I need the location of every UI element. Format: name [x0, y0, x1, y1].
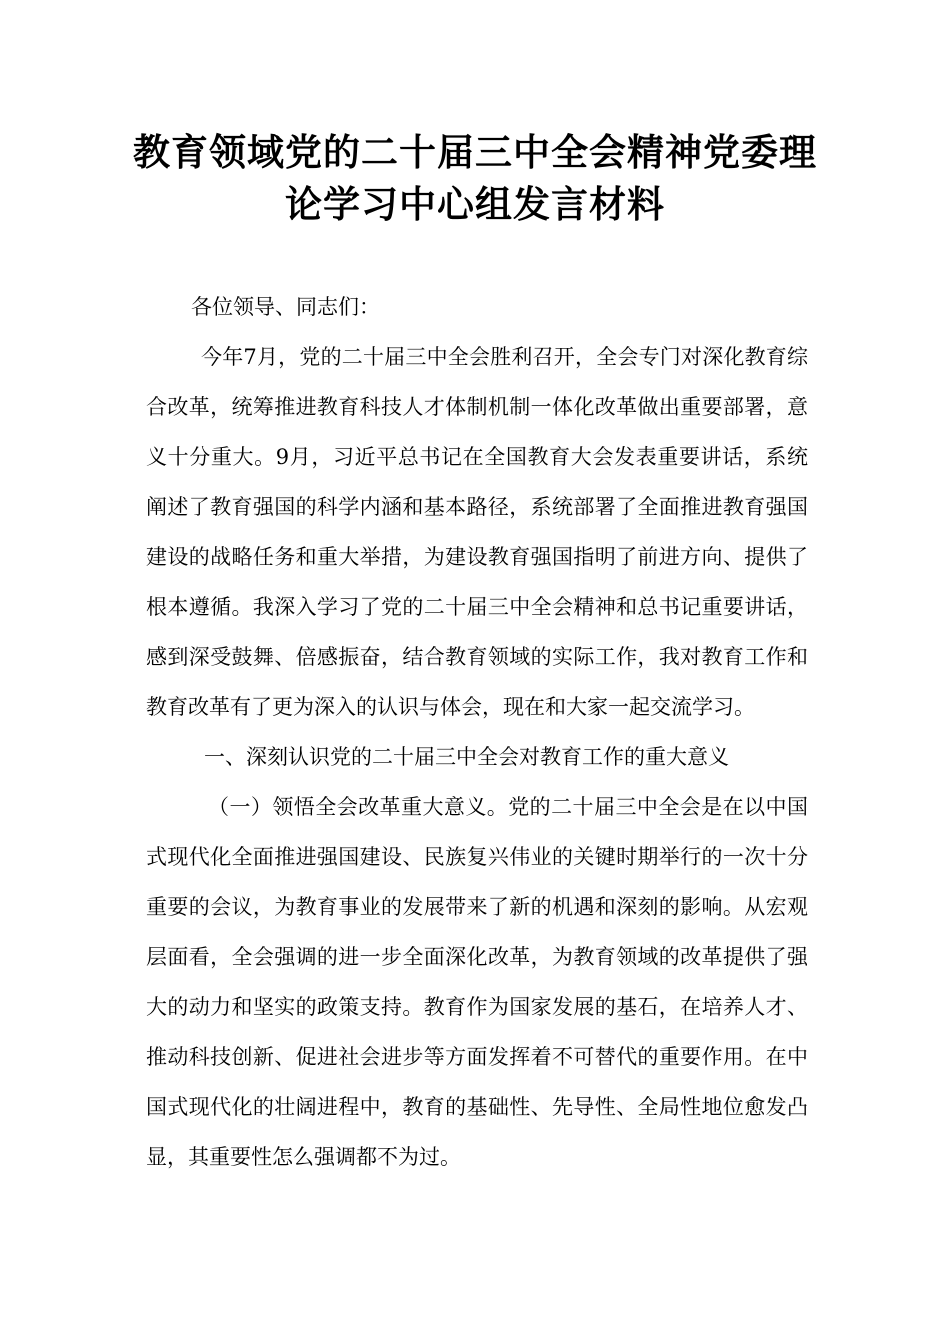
- intro-paragraph: 今年7月，党的二十届三中全会胜利召开，全会专门对深化教育综合改革，统筹推进教育科技人才体制机制一体化改革做出重要部署，意义十分重大。9月，习近平总书记在全国教育大会发表重要讲话，系统阐述了教育强国的科学内涵和基本路径，系统部署了全面推进教育强国建设的战略任务和重大举措，为建设教育强国指明了前进方向、提供了根本遵循。我深入学习了党的二十届三中全会精神和总书记重要讲话，感到深受鼓舞、倍感振奋，结合教育领域的实际工作，我对教育工作和教育改革有了更为深入的认识与体会，现在和大家一起交流学习。: [146, 345, 808, 719]
- document-title-line-2: 论学习中心组发言材料: [285, 183, 665, 226]
- document-title-line-1: 教育领域党的二十届三中全会精神党委理: [133, 131, 817, 174]
- document-title: [0, 127, 950, 231]
- document-body: [146, 282, 808, 1182]
- section-heading: 一、深刻认识党的二十届三中全会对教育工作的重大意义: [204, 745, 729, 769]
- salutation: 各位领导、同志们：: [191, 295, 380, 319]
- subsection-paragraph: （一）领悟全会改革重大意义。党的二十届三中全会是在以中国式现代化全面推进强国建设、民族复兴伟业的关键时期举行的一次十分重要的会议，为教育事业的发展带来了新的机遇和深刻的影响。从宏观层面看，全会强调的进一步全面深化改革，为教育领域的改革提供了强大的动力和坚实的政策支持。教育作为国家发展的基石，在培养人才、推动科技创新、促进社会进步等方面发挥着不可替代的重要作用。在中国式现代化的壮阔进程中，教育的基础性、先导性、全局性地位愈发凸显，其重要性怎么强调都不为过。: [146, 795, 808, 1169]
